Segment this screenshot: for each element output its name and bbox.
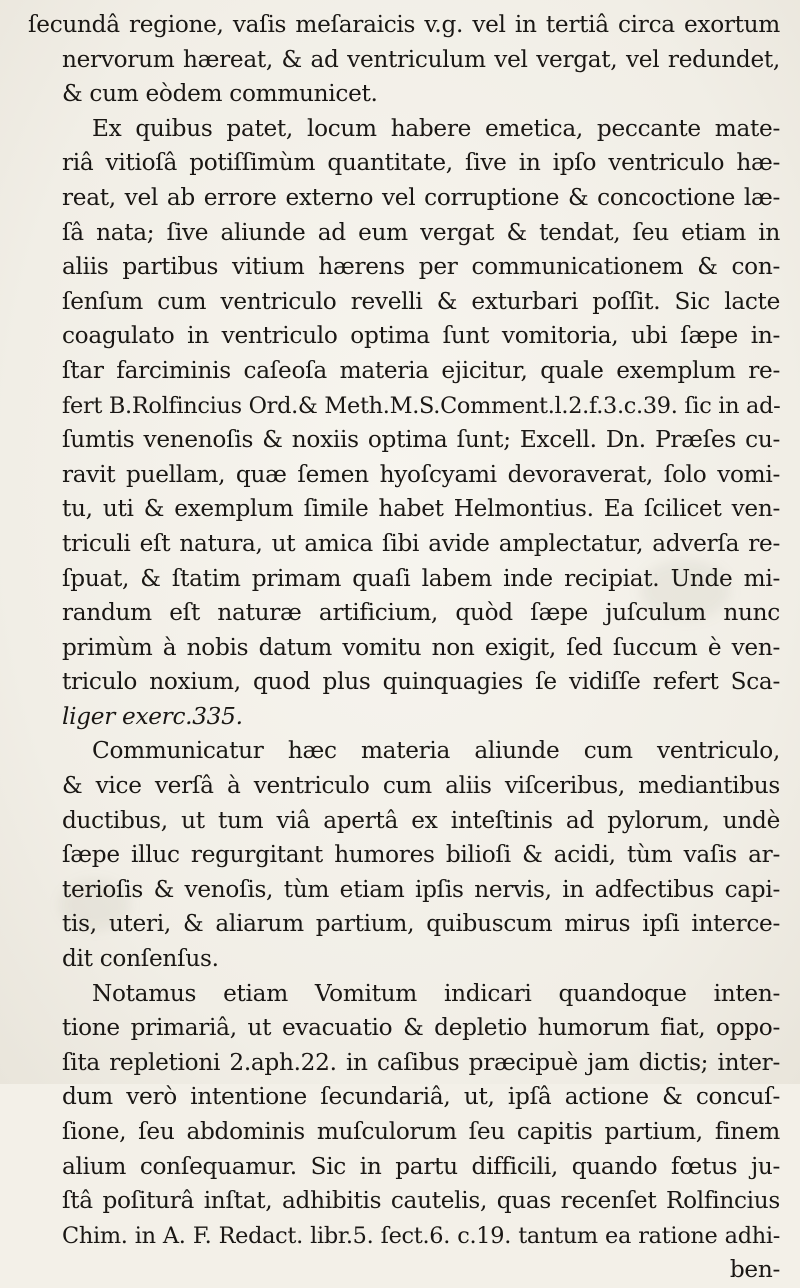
text-line: ſpuat, & ſtatim primam quaſi labem inde recipiat. Unde mi- [62,564,780,592]
text-line: riâ vitioſâ potiſſimùm quantitate, ſive in ipſo ventriculo hæ- [62,149,780,177]
text-line: liger exerc.335. [62,702,243,730]
catchword: ben- [729,1256,780,1284]
text-line: aliis partibus vitium hærens per communicationem & con- [62,253,780,281]
text-line: reat, vel ab errore externo vel corruptione & concoctione læ- [62,183,780,211]
text-line: nervorum hæreat, & ad ventriculum vel vergat, vel redundet, [62,45,780,73]
text-line: ſita repletioni 2.aph.22. in caſibus præcipuè jam dictis; inter- [62,1048,780,1076]
text-line: Communicatur hæc materia aliunde cum ventriculo, [92,737,780,765]
text-line: ſecundâ regione, vaſis meſaraicis v.g. vel in tertiâ circa exortum [28,11,780,38]
text-line: Ex quibus patet, locum habere emetica, peccante mate- [92,114,780,142]
text-line: coagulato in ventriculo optima ſunt vomitoria, ubi ſæpe in- [62,322,780,350]
text-line: terioſis & venoſis, tùm etiam ipſis nervis, in adfectibus capi- [62,875,780,903]
text-line: triculi eſt natura, ut amica ſibi avide amplectatur, adverſa re- [62,529,780,557]
text-line: randum eſt naturæ artificium, quòd ſæpe juſculum nunc [62,599,780,627]
text-line: ſione, ſeu abdominis muſculorum ſeu capitis partium, finem [62,1118,780,1145]
body-text [28,8,780,1288]
text-line: tu, uti & exemplum ſimile habet Helmontius. Ea ſcilicet ven- [62,495,780,523]
text-line: ſæpe illuc regurgitant humores bilioſi & acidi, tùm vaſis ar- [62,841,780,869]
text-line: primùm à nobis datum vomitu non exigit, ſed ſuccum è ven- [62,633,780,661]
text-line: dum verò intentione ſecundariâ, ut, ipſâ actione & concuſ- [62,1083,780,1111]
text-line: ſenſum cum ventriculo revelli & exturbari poſſit. Sic lacte [62,287,780,315]
text-line: & vice verſâ à ventriculo cum aliis viſceribus, mediantibus [62,772,780,800]
text-line: ſtâ poſiturâ inſtat, adhibitis cautelis, quas recenſet Rolfincius [62,1187,780,1215]
text-line: fert B.Rolfincius Ord.& Meth.M.S.Comment.l.2.f.3.c.39. ſic in ad- [62,392,781,419]
text-line: dit conſenſus. [62,945,219,973]
text-line: triculo noxium, quod plus quinquagies ſe vidiſſe refert Sca- [62,668,780,696]
text-line: ſumtis venenoſis & noxiis optima ſunt; Excell. Dn. Præſes cu- [62,426,780,454]
text-line: Notamus etiam Vomitum indicari quandoque inten- [92,979,780,1007]
text-line: ravit puellam, quæ ſemen hyoſcyami devoraverat, ſolo vomi- [62,460,780,488]
text-line: tis, uteri, & aliarum partium, quibuscum mirus ipſi interce- [62,910,780,938]
text-line: ſtar farciminis caſeoſa materia ejicitur, quale exemplum re- [62,356,780,384]
text-line: Chim. in A. F. Redact. libr.5. ſect.6. c.19. tantum ea ratione adhi- [62,1222,780,1249]
text-line: alium conſequamur. Sic in partu difficili, quando fœtus ju- [62,1152,780,1180]
text-line: ſâ nata; ſive aliunde ad eum vergat & tendat, ſeu etiam in [62,218,780,246]
text-line: tione primariâ, ut evacuatio & depletio humorum fiat, oppo- [62,1014,780,1042]
text-line: & cum eòdem communicet. [62,80,378,108]
text-line: ductibus, ut tum viâ apertâ ex inteſtinis ad pylorum, undè [62,806,780,834]
